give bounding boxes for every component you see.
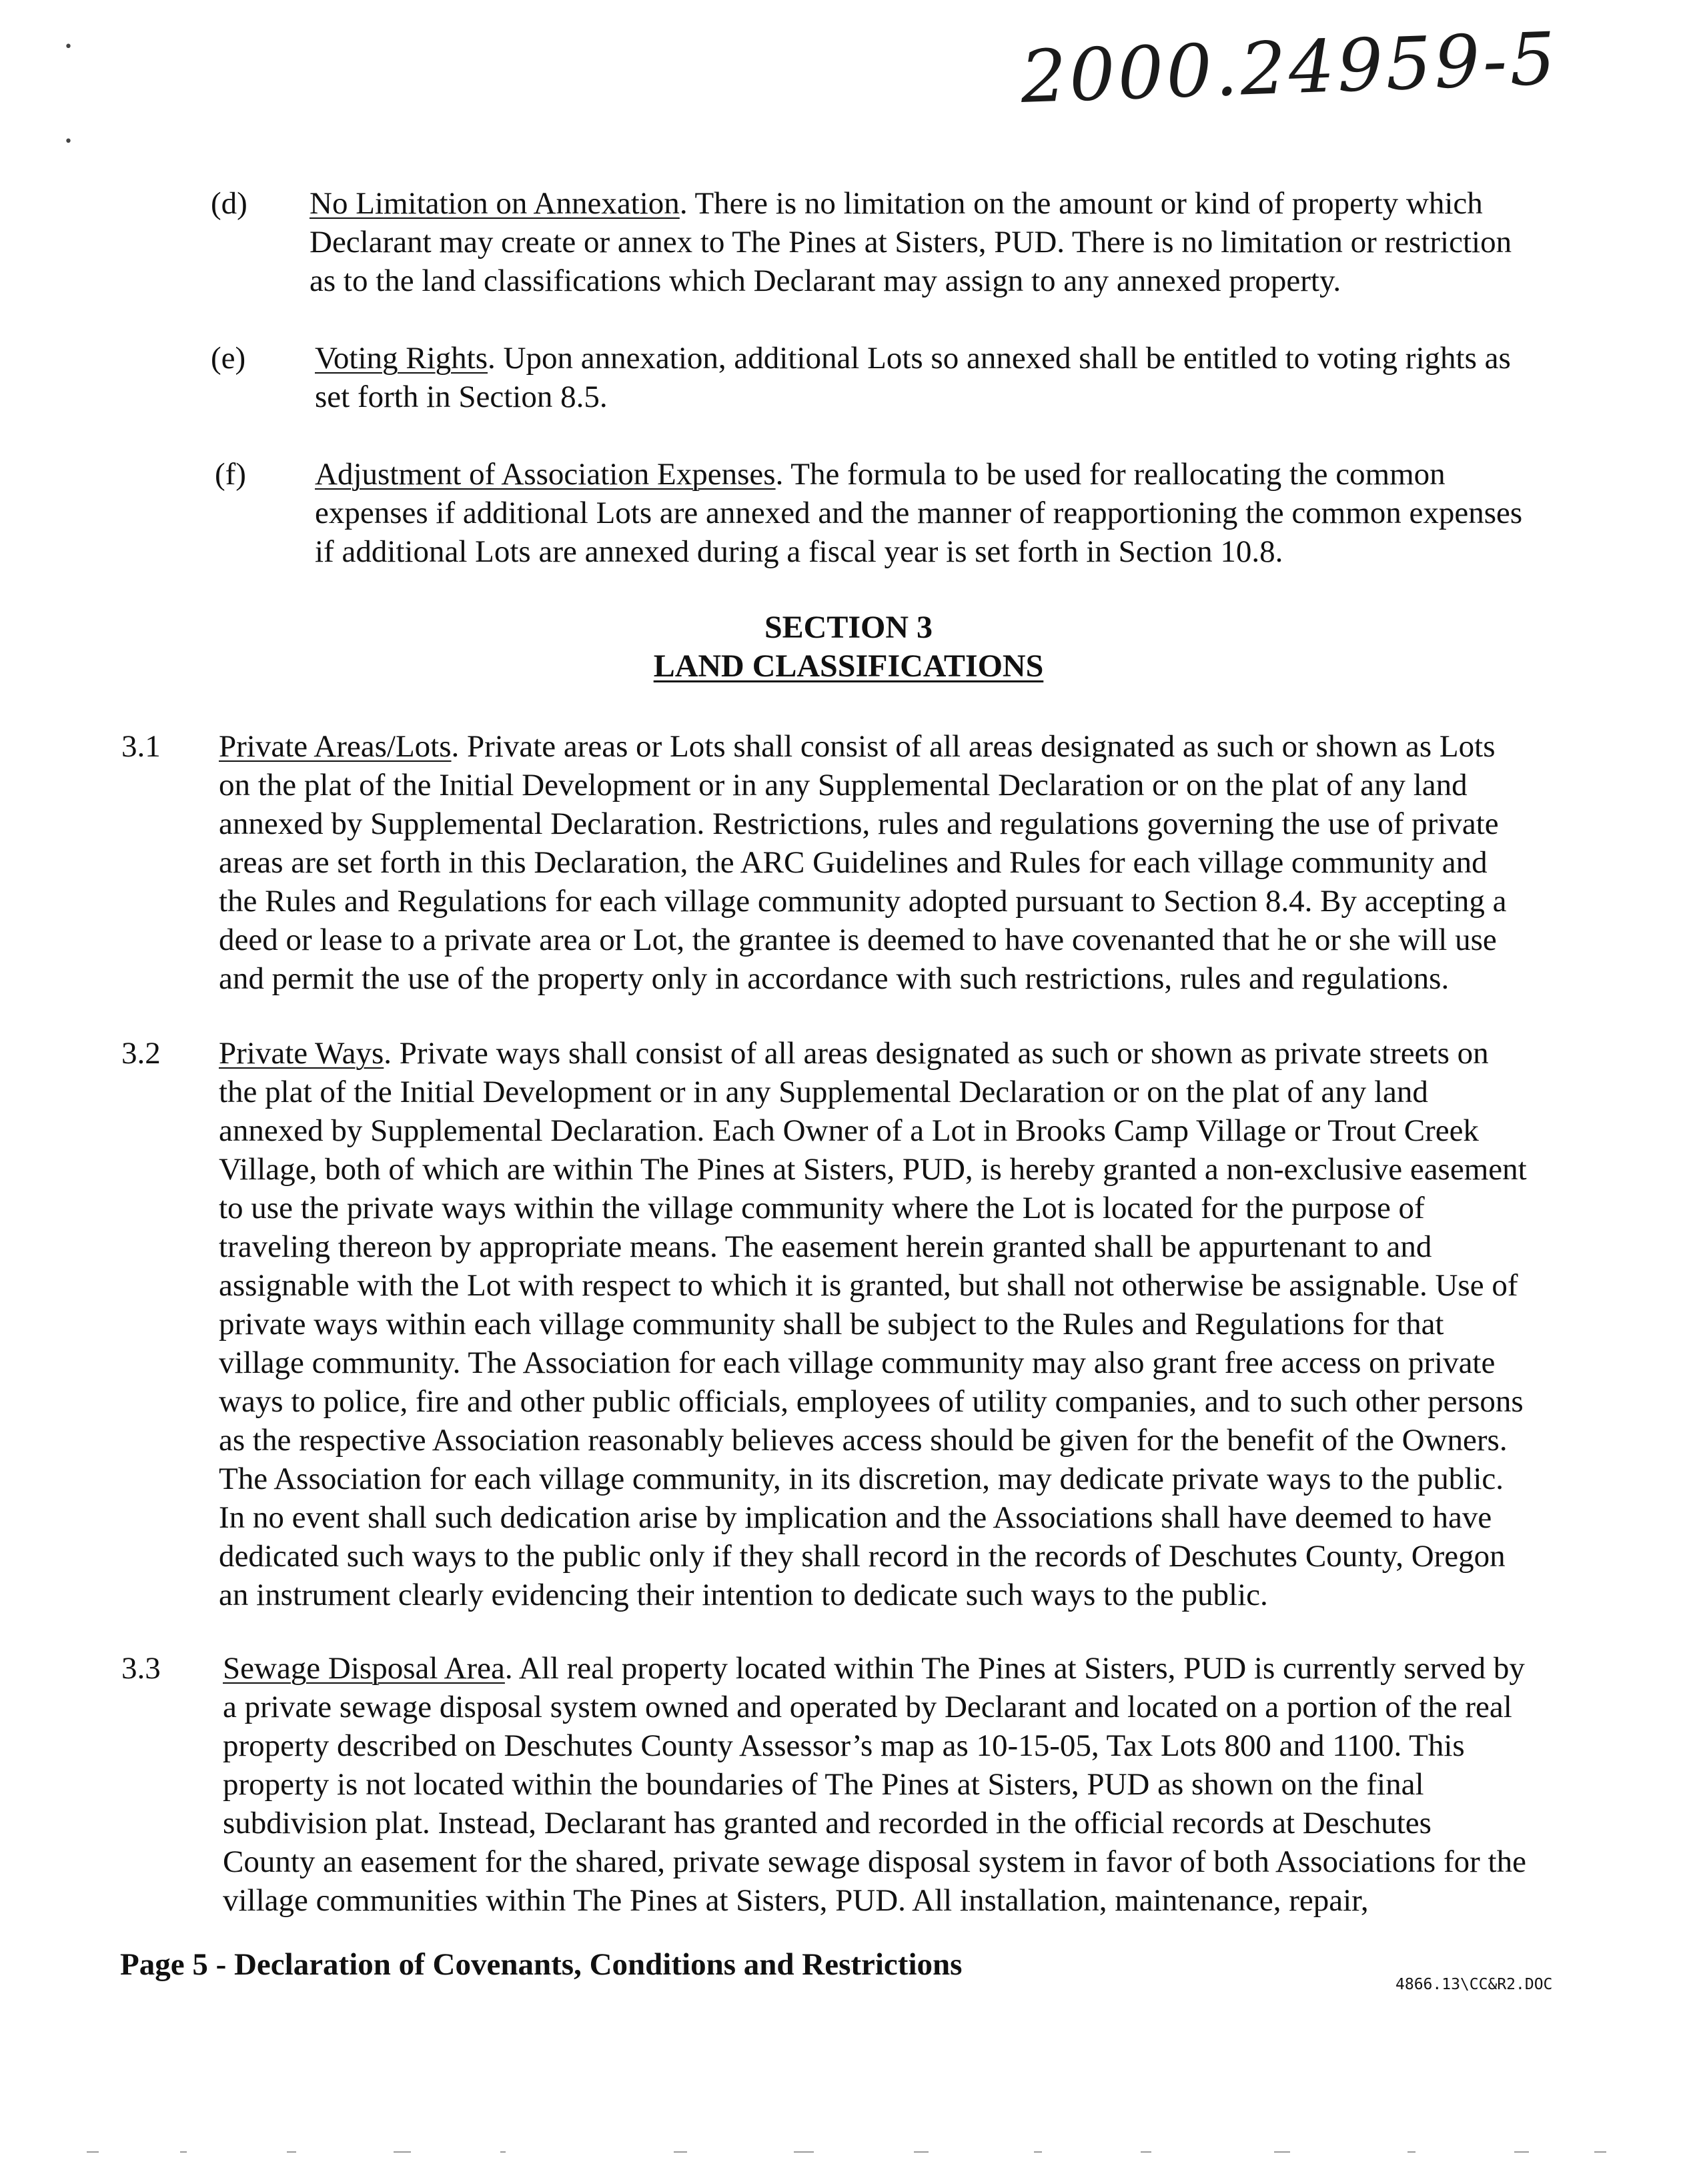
subparagraph-heading: No Limitation on Annexation — [310, 186, 680, 221]
paragraph-body: . Private ways shall consist of all areas designated as such or shown as private streets on the plat of the Initial Development or in any Supplemental Declaration or on the plat of any land annexed by Supplemental Declaration. Each Owner of a Lot in Brooks Camp Village or Trout Creek Village, both of which are within The Pines at Sisters, PUD, is hereby granted a non-exclusive easement to use the private ways within the village community where the Lot is located for the purpose of traveling thereon by appropriate means. The easement herein granted shall be appurtenant to and assignable with the Lot with respect to which it is granted, but shall not otherwise be assignable. Use of private ways within each village community shall be subject to the Rules and Regulations for that village community. The Association for each village community may also grant free access on private ways to police, fire and other public officials, employees of utility companies, and to such other persons as the respective Association reasonably believes access should be given for the benefit of the Owners. The Association for each village community, in its discretion, may dedicate private ways to the public. In no event shall such dedication arise by implication and the Associations shall have deemed to have dedicated such ways to the public only if they shall record in the records of Deschutes County, Oregon an instrument clearly evidencing their intention to dedicate such ways to the public. — [219, 1036, 1527, 1612]
scan-artifact-line — [87, 2151, 1621, 2165]
paragraph-private-ways — [219, 1034, 1527, 1614]
handwritten-record-number: 2000.24959-5 — [1019, 17, 1560, 120]
subparagraph-body: . There is no limitation on the amount or kind of property which Declarant may create or annex to The Pines at Sisters, PUD. There is no limitation or restriction as to the land classifications which Declarant may assign to any annexed property. — [310, 186, 1512, 298]
paragraph-body: . All real property located within The Pines at Sisters, PUD is currently served by a private sewage disposal system owned and operated by Declarant and located on a portion of the real property described on Deschutes County Assessor’s map as 10-15-05, Tax Lots 800 and 1100. This property is not located within the boundaries of The Pines at Sisters, PUD as shown on the final subdivision plat. Instead, Declarant has granted and recorded in the official records at Deschutes County an easement for the shared, private sewage disposal system in favor of both Associations for the village communities within The Pines at Sisters, PUD. All installation, maintenance, repair, — [223, 1651, 1526, 1918]
subparagraph-number: (f) — [215, 457, 246, 492]
subparagraph-body: . Upon annexation, additional Lots so annexed shall be entitled to voting rights as set forth in Section 8.5. — [315, 341, 1511, 414]
paragraph-heading: Sewage Disposal Area — [223, 1651, 505, 1686]
paragraph-sewage-disposal-area — [223, 1649, 1526, 1920]
section-title-text: LAND CLASSIFICATIONS — [653, 648, 1044, 684]
paragraph-private-areas-lots — [219, 727, 1506, 998]
paragraph-number: 3.3 — [121, 1651, 161, 1686]
scan-edge-mark: • — [64, 133, 73, 150]
subparagraph-number: (d) — [211, 186, 247, 221]
subparagraph-voting-rights — [315, 339, 1511, 416]
subparagraph-association-expenses — [315, 455, 1522, 571]
subparagraph-annexation-limitation — [310, 184, 1512, 300]
paragraph-number: 3.1 — [121, 729, 161, 764]
paragraph-body: . Private areas or Lots shall consist of all areas designated as such or shown as Lots on the plat of the Initial Development or in any Supplemental Declaration or on the plat of any land annexed by Supplemental Declaration. Restrictions, rules and regulations governing the use of private areas are set forth in this Declaration, the ARC Guidelines and Rules for each village community and the Rules and Regulations for each village community adopted pursuant to Section 8.4. By accepting a deed or lease to a private area or Lot, the grantee is deemed to have covenanted that he or she will use and permit the use of the property only in accordance with such restrictions, rules and regulations. — [219, 729, 1507, 996]
section-title-heading — [0, 647, 1697, 686]
section-number-heading: SECTION 3 — [764, 610, 933, 645]
footer-file-reference: 4866.13\CC&R2.DOC — [1395, 1976, 1553, 1993]
footer-page-title: Page 5 - Declaration of Covenants, Conditions and Restrictions — [120, 1947, 963, 1982]
paragraph-heading: Private Areas/Lots — [219, 729, 452, 764]
paragraph-number: 3.2 — [121, 1036, 161, 1071]
paragraph-heading: Private Ways — [219, 1036, 384, 1071]
scan-edge-mark: • — [64, 39, 73, 55]
subparagraph-heading: Voting Rights — [315, 341, 488, 376]
subparagraph-heading: Adjustment of Association Expenses — [315, 457, 776, 492]
subparagraph-number: (e) — [211, 341, 246, 376]
subparagraph-body: . The formula to be used for reallocating the common expenses if additional Lots are annexed and the manner of reapportioning the common expenses if additional Lots are annexed during a fiscal year is set forth in Section 10.8. — [315, 457, 1523, 569]
